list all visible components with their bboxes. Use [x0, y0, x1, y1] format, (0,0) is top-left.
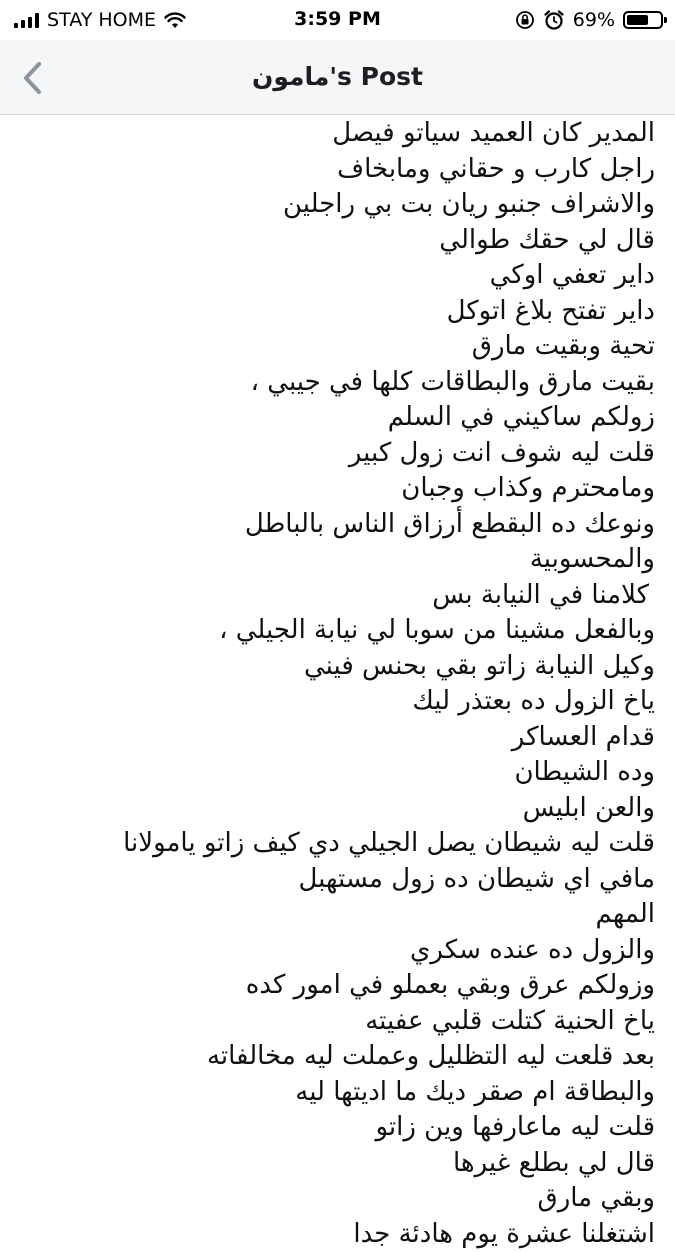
post-text-line: والبطاقة ام صقر ديك ما اديتها ليه — [0, 1075, 655, 1111]
post-text-line: قدام العساكر — [0, 720, 655, 756]
battery-icon — [623, 11, 663, 29]
post-text-line: والزول ده عنده سكري — [0, 933, 655, 969]
post-text-line: مافي اي شيطان ده زول مستهبل — [0, 862, 655, 898]
post-text-line: ياخ الحنية كتلت قلبي عفيته — [0, 1004, 655, 1040]
battery-level-fill — [627, 15, 648, 25]
post-text-line: زولكم ساكيني في السلم — [0, 400, 655, 436]
alarm-icon — [543, 9, 565, 31]
post-text-line: وبقي مارق — [0, 1181, 655, 1217]
post-body — [0, 116, 655, 1200]
post-text-line: وزولكم عرق وبقي بعملو في امور كده — [0, 968, 655, 1004]
post-text-line: قلت ليه شوف انت زول كبير — [0, 436, 655, 472]
post-text-line: راجل كارب و حقاني ومابخاف — [0, 152, 655, 188]
post-text-line: داير تعفي اوكي — [0, 258, 655, 294]
navigation-bar — [0, 40, 675, 115]
post-text-line: والعن ابليس — [0, 791, 655, 827]
post-text-line: كلامنا في النيابة بس — [0, 578, 655, 614]
post-text-line: والمحسوبية — [0, 542, 655, 578]
page-title: مامون's Post — [0, 62, 675, 91]
status-bar — [0, 0, 675, 40]
post-text-line: قلت ليه شيطان يصل الجيلي دي كيف زاتو يامولانا — [0, 826, 655, 862]
post-text-line: ونوعك ده البقطع أرزاق الناس بالباطل — [0, 507, 655, 543]
post-text-line: بعد قلعت ليه التظليل وعملت ليه مخالفاته — [0, 1039, 655, 1075]
status-right — [515, 7, 663, 33]
post-text-line: تحية وبقيت مارق — [0, 329, 655, 365]
carrier-label: STAY HOME — [47, 9, 156, 31]
post-text-line: وده الشيطان — [0, 755, 655, 791]
post-text-line: داير تفتح بلاغ اتوكل — [0, 294, 655, 330]
battery-cap — [664, 17, 667, 23]
orientation-lock-icon — [515, 10, 535, 30]
battery-percent: 69% — [573, 9, 615, 31]
post-text-line: قال لي حقك طوالي — [0, 223, 655, 259]
post-text-line: والاشراف جنبو ريان بت بي راجلين — [0, 187, 655, 223]
post-text-line: بقيت مارق والبطاقات كلها في جيبي ، — [0, 365, 655, 401]
post-text-line: ومامحترم وكذاب وجبان — [0, 471, 655, 507]
post-text-line: وكيل النيابة زاتو بقي بحنس فيني — [0, 649, 655, 685]
post-text-line: قلت ليه ماعارفها وين زاتو — [0, 1110, 655, 1146]
status-time: 3:59 PM — [0, 8, 675, 30]
post-text-line: اشتغلنا عشرة يوم هادئة جدا — [0, 1217, 655, 1252]
post-text-line: المدير كان العميد سياتو فيصل — [0, 116, 655, 152]
post-text-line: ياخ الزول ده بعتذر ليك — [0, 684, 655, 720]
post-text-line: المهم — [0, 897, 655, 933]
post-text-line: قال لي بطلع غيرها — [0, 1146, 655, 1182]
post-text-line: وبالفعل مشينا من سوبا لي نيابة الجيلي ، — [0, 613, 655, 649]
